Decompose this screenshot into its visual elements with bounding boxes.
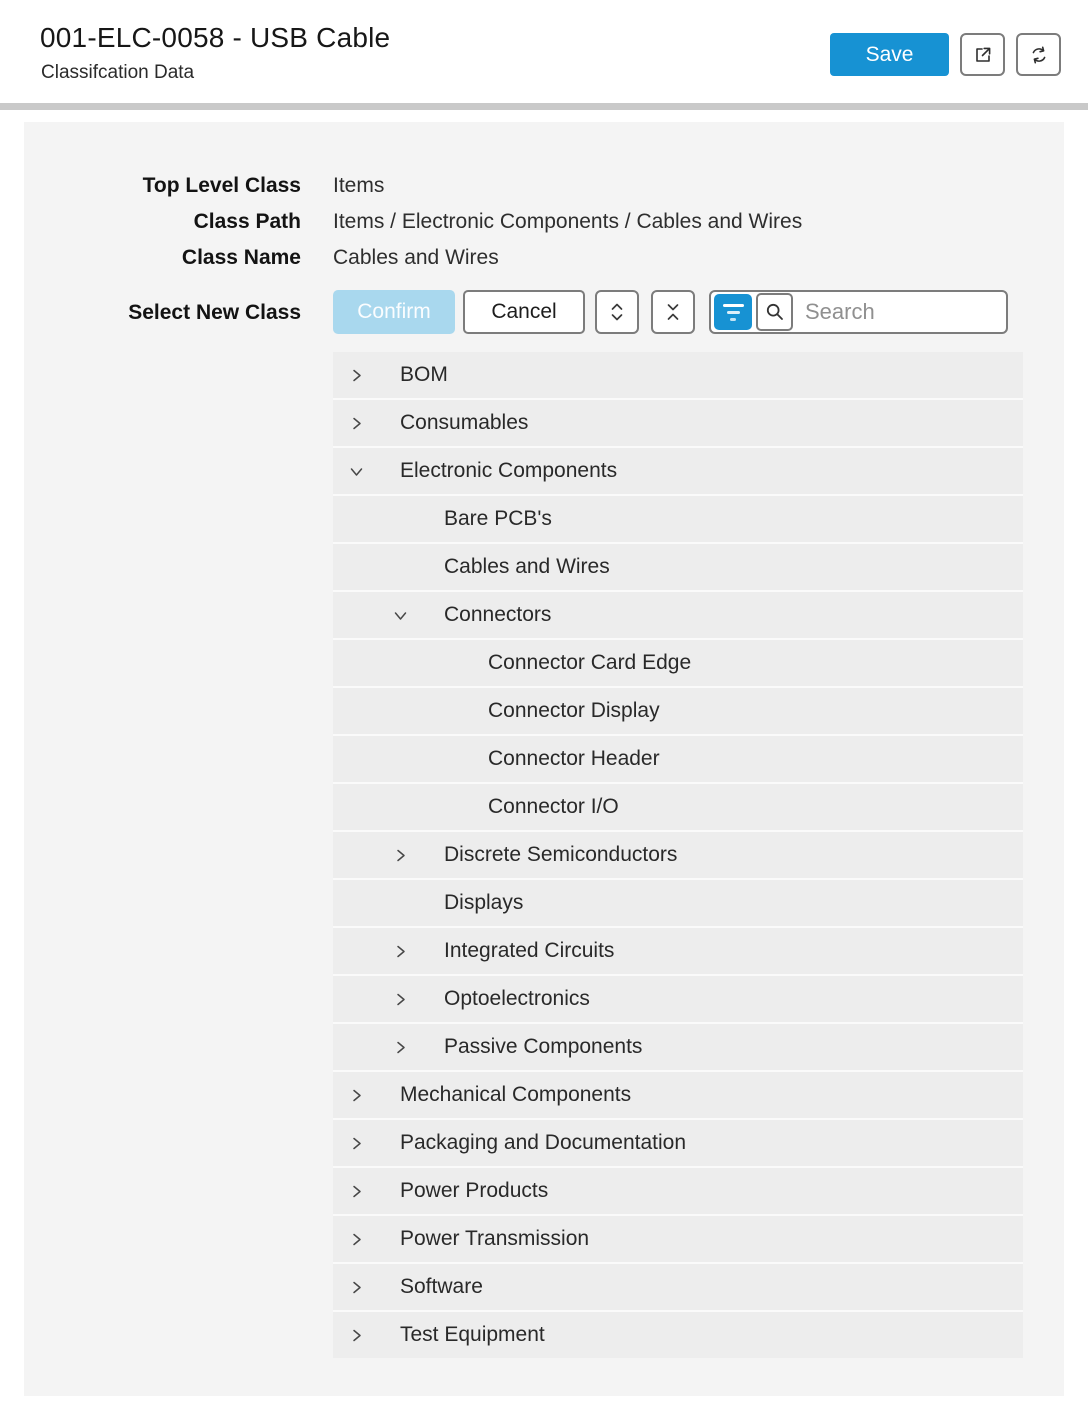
tree-row-label: Software <box>400 1275 483 1298</box>
chevron-down-icon[interactable] <box>377 592 424 638</box>
tree-row-label: Connector Display <box>488 699 660 722</box>
tree-row-label: Connector Header <box>488 747 660 770</box>
chevron-placeholder <box>421 736 468 782</box>
select-new-class-row <box>24 290 1064 336</box>
tree-row[interactable] <box>333 928 1023 974</box>
class-tree <box>333 352 1023 1358</box>
class-path-label: Class Path <box>193 210 301 233</box>
tree-row-label: Packaging and Documentation <box>400 1131 687 1154</box>
field-row <box>24 204 1064 240</box>
chevron-right-icon[interactable] <box>333 1216 380 1262</box>
tree-row-label: Connector Card Edge <box>488 651 692 674</box>
collapse-all-icon <box>663 301 683 323</box>
chevron-right-icon[interactable] <box>333 400 380 446</box>
chevron-right-icon[interactable] <box>333 352 380 398</box>
tree-row[interactable] <box>333 1216 1023 1262</box>
refresh-button[interactable] <box>1016 33 1061 76</box>
tree-row-label: Electronic Components <box>400 459 618 482</box>
tree-row-label: Power Products <box>400 1179 549 1202</box>
field-row <box>24 240 1064 276</box>
search-group <box>709 290 1008 334</box>
tree-row[interactable] <box>333 640 1023 686</box>
tree-row[interactable] <box>333 544 1023 590</box>
chevron-placeholder <box>377 544 424 590</box>
classification-panel <box>24 122 1064 1396</box>
tree-row[interactable] <box>333 880 1023 926</box>
chevron-right-icon[interactable] <box>377 832 424 878</box>
tree-row-label: Discrete Semiconductors <box>444 843 678 866</box>
search-icon <box>765 302 785 322</box>
tree-row[interactable] <box>333 496 1023 542</box>
page-subtitle: Classifcation Data <box>41 62 195 83</box>
cancel-button[interactable]: Cancel <box>463 290 585 334</box>
class-name-label: Class Name <box>181 246 301 269</box>
tree-row[interactable] <box>333 1120 1023 1166</box>
save-button[interactable]: Save <box>830 33 949 76</box>
tree-row[interactable] <box>333 352 1023 398</box>
filter-button[interactable] <box>714 294 752 330</box>
chevron-right-icon[interactable] <box>333 1264 380 1310</box>
classification-fields <box>24 168 1064 276</box>
external-link-button[interactable] <box>960 33 1005 76</box>
tree-row[interactable] <box>333 1168 1023 1214</box>
top-level-class-label: Top Level Class <box>142 174 301 197</box>
tree-row[interactable] <box>333 832 1023 878</box>
header-divider <box>0 103 1088 110</box>
tree-row[interactable] <box>333 976 1023 1022</box>
tree-row[interactable] <box>333 1024 1023 1070</box>
select-new-class-label: Select New Class <box>128 301 301 324</box>
chevron-right-icon[interactable] <box>377 928 424 974</box>
class-path-value: Items / Electronic Components / Cables and Wires <box>333 210 803 233</box>
tree-row-label: Connectors <box>444 603 552 626</box>
chevron-right-icon[interactable] <box>333 1312 380 1358</box>
tree-row-label: Displays <box>444 891 524 914</box>
tree-row[interactable] <box>333 1072 1023 1118</box>
chevron-placeholder <box>421 784 468 830</box>
confirm-button[interactable]: Confirm <box>333 290 455 334</box>
tree-row-label: Optoelectronics <box>444 987 590 1010</box>
external-link-icon <box>972 44 994 66</box>
selector-controls <box>333 290 1008 336</box>
tree-row[interactable] <box>333 784 1023 830</box>
chevron-right-icon[interactable] <box>333 1072 380 1118</box>
field-row <box>24 168 1064 204</box>
page-title: 001-ELC-0058 - USB Cable <box>40 22 391 53</box>
tree-row[interactable] <box>333 736 1023 782</box>
top-level-class-value: Items <box>333 174 385 197</box>
tree-row-label: Connector I/O <box>488 795 619 818</box>
class-name-value: Cables and Wires <box>333 246 499 269</box>
chevron-right-icon[interactable] <box>377 976 424 1022</box>
chevron-down-icon[interactable] <box>333 448 380 494</box>
tree-row-label: Test Equipment <box>400 1323 545 1346</box>
tree-row-label: Cables and Wires <box>444 555 610 578</box>
tree-row-label: Bare PCB's <box>444 507 552 530</box>
tree-row[interactable] <box>333 688 1023 734</box>
expand-all-icon <box>607 301 627 323</box>
chevron-placeholder <box>377 880 424 926</box>
chevron-right-icon[interactable] <box>377 1024 424 1070</box>
search-input[interactable] <box>805 299 1003 325</box>
tree-row-label: Power Transmission <box>400 1227 590 1250</box>
chevron-right-icon[interactable] <box>333 1168 380 1214</box>
header-actions <box>830 33 1061 76</box>
tree-row[interactable] <box>333 592 1023 638</box>
tree-row[interactable] <box>333 448 1023 494</box>
tree-row[interactable] <box>333 1264 1023 1310</box>
tree-row[interactable] <box>333 400 1023 446</box>
collapse-all-button[interactable] <box>651 290 695 334</box>
expand-all-button[interactable] <box>595 290 639 334</box>
search-button[interactable] <box>756 293 793 331</box>
page-header <box>0 0 1088 103</box>
chevron-placeholder <box>421 640 468 686</box>
chevron-right-icon[interactable] <box>333 1120 380 1166</box>
tree-row-label: Integrated Circuits <box>444 939 615 962</box>
tree-row-label: Mechanical Components <box>400 1083 632 1106</box>
chevron-placeholder <box>421 688 468 734</box>
tree-row[interactable] <box>333 1312 1023 1358</box>
refresh-icon <box>1028 44 1050 66</box>
tree-row-label: Consumables <box>400 411 529 434</box>
chevron-placeholder <box>377 496 424 542</box>
tree-row-label: BOM <box>400 363 448 386</box>
tree-row-label: Passive Components <box>444 1035 643 1058</box>
